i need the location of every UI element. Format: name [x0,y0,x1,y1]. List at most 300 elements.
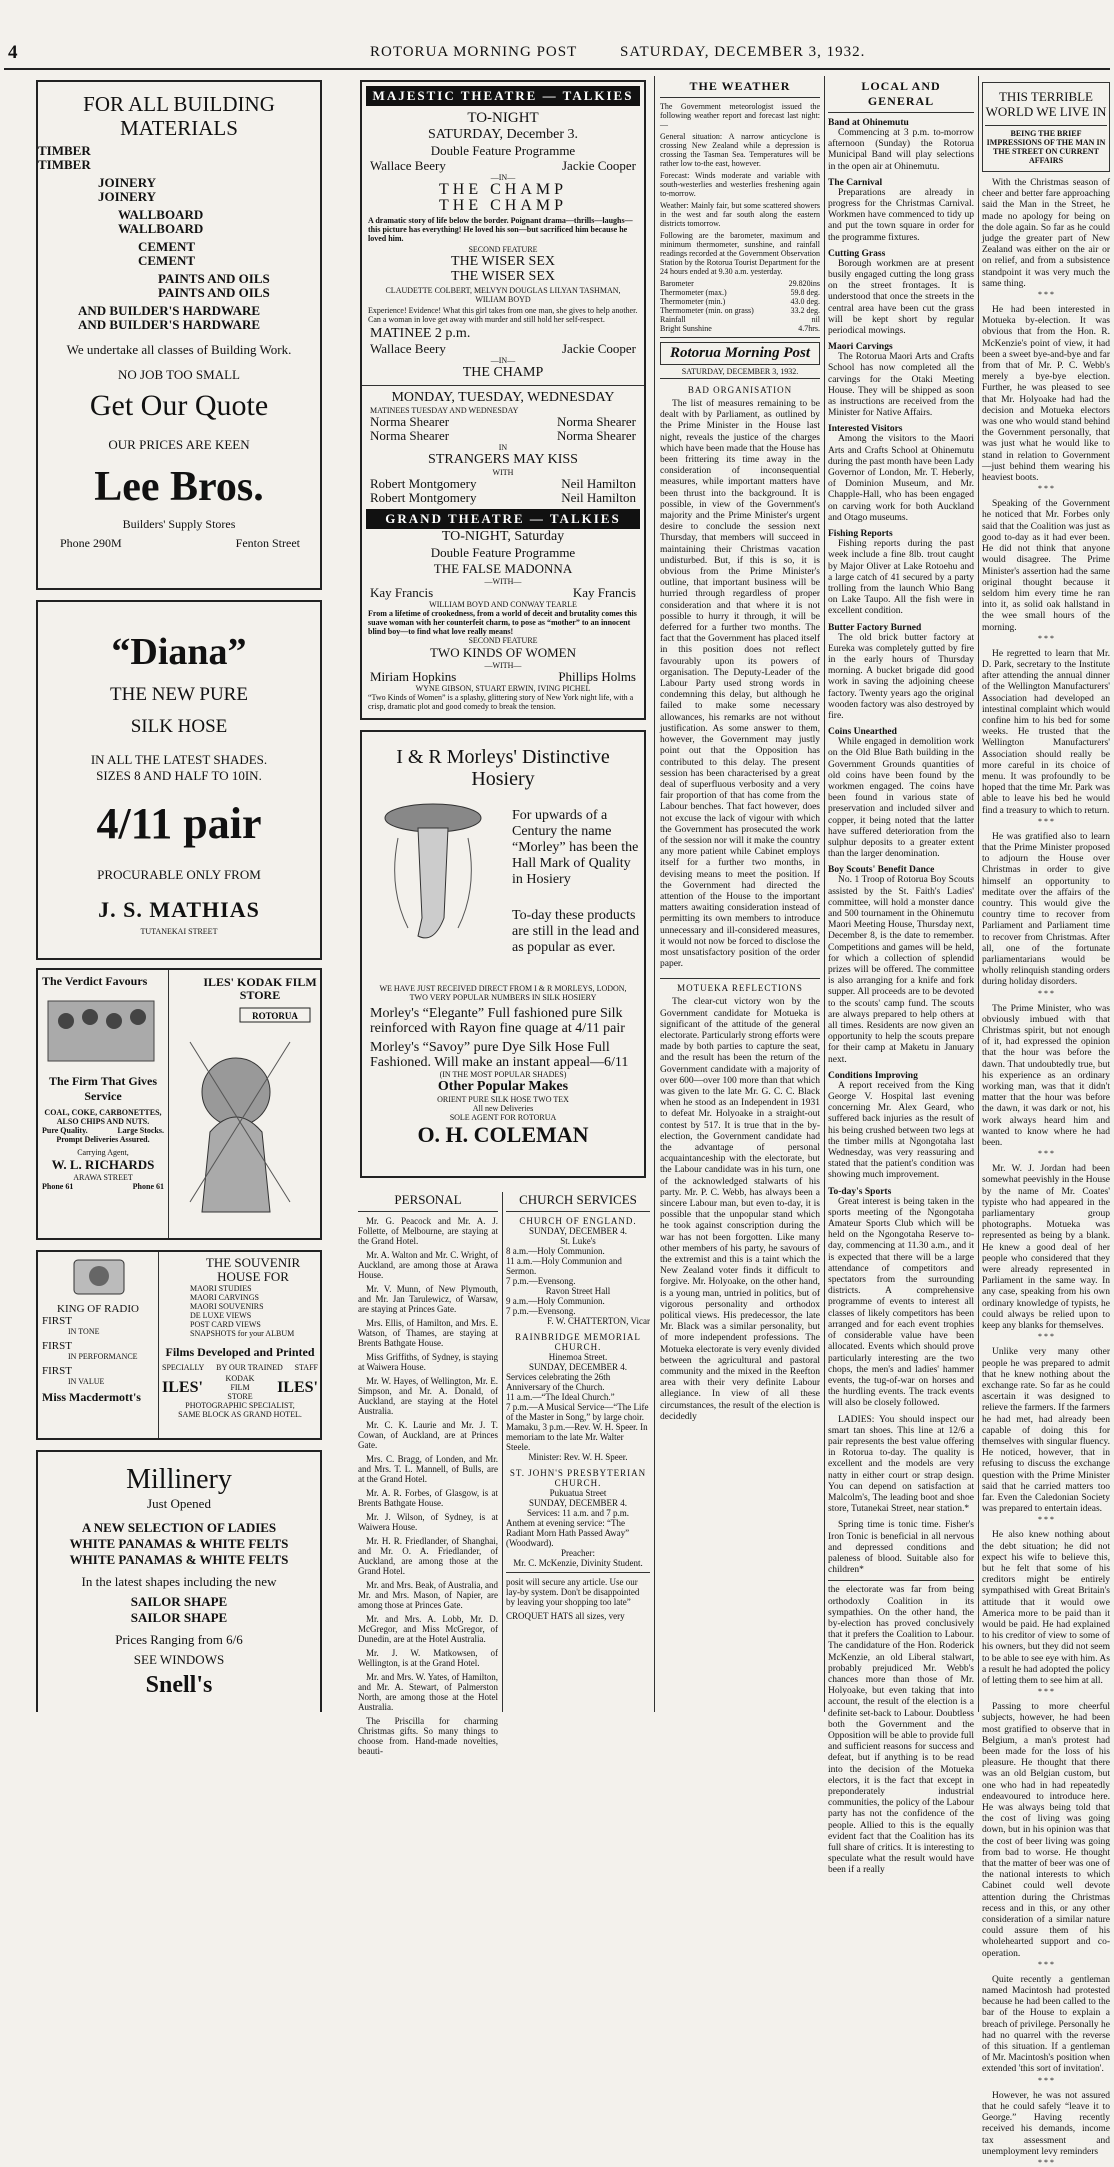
personal-item: Mr. V. Munn, of New Plymouth, and Mr. Jan Tarulewicz, of Warsaw, are staying at Princes Gate. [358,1284,498,1314]
king: KING OF RADIO [57,1303,139,1315]
personal-item: Mr. H. R. Friedlander, of Shanghai, and Mr. O. A. Friedlander, of Auckland, are among those at the Grand Hotel. [358,1536,498,1576]
editorial-text: The list of measures remaining to be dealt with by Parliament, as outlined by the Prime Minister in the House last night, reveals the justice of the charges which have been made that the House has been frittering its time away in the consideration of inconsequential measures, while important matters have been thrust into the background. It is possible, in view of the Government's majority and the Prime Minister's urgent desire to conclude the session next Thursday, that members will succeed in maintaining their Christmas vacation undisturbed. But, if this is so, it is obvious from the Prime Minister's outline, that important business will be hurried through regardless of proper consideration and that where it is not possible to hurry it through, it will be deferred for a further two months. The fact that the Government has placed itself in this position does not reflect favourably upon its powers of organisation. The Deputy-Leader of the Labour Party used strong words in condemning this delay, but although he failed to make some necessary allowances, his remarks are not without justification. As some answer to them, however, the Government may justly point out that the Opposition has contributed to this delay. The present session has been characterised by a great deal of superfluous verbosity and a very fair proportion of that has come from the Labour benches. That fact however, does not excuse the lack of vigour with which the Government has prosecuted the work of the session nor will it make the country any more patient while Cabinet employs itself for a further two months, in devising means to meet the position. If the Government had directed the attention of the House to the important matters awaiting consideration instead of permitting its own members to introduce unnecessary and ill-considered measures, it would not now be forced to disclose the most unsatisfactory position of the order paper. [660,399,820,970]
reading-label: Rainfall [660,315,686,324]
phones [38,1182,168,1191]
sunday3: SUNDAY, DECEMBER 4. [528,1498,628,1508]
upwards: For upwards of a Century the name “Morley” has been the Hall Mark of Quality in Hosiery [512,808,639,887]
paragraph-separator: * * * [1038,1332,1054,1342]
local-items [828,118,974,1576]
with3: —WITH— [484,661,522,670]
phone: Phone 290M [60,536,122,550]
material-line: WALLBOARD [118,221,204,236]
title: Millinery [126,1464,232,1495]
neil2: Neil Hamilton [561,490,636,505]
anthem: Anthem at evening service: “The Radiant Morn Hath Passed Away” (Woodward). [506,1518,630,1548]
terrible-paragraph: Passing to more cheerful subjects, however, he had been most gratified to observe that in Belgium, a man's protest had been made for the loss of his pleasure. He thought that there was an old Belgian custom, but one who had in had repeatedly endeavoured to introduce here. He was always being told that the cost of living was going down, but in his opinion was that the cost of beer living was going from bad to worse. He thought that the matter of beer was one of the national interests to which Cabinet could well devote attention during the Christmas recess and in this, or any other consideration of a similar nature could assure them of his wholehearted support and co-operation. [982,1702,1110,1959]
material-line: WALLBOARD [118,207,204,222]
wiser1: THE WISER SEX [451,254,555,269]
madonna-cast: WILLIAM BOYD AND CONWAY TEARLE [429,600,577,609]
personal-item: Mr. A. R. Forbes, of Glasgow, is at Brents Bathgate House. [358,1488,498,1508]
firm-line: The Firm That Gives Service [48,1074,158,1103]
reading-value: 59.8 deg. [790,288,820,297]
kay2: Kay Francis [572,585,636,600]
robert-row-1 [362,477,644,491]
films: Films Developed and Printed [165,1345,315,1359]
personal-item: Mr. G. Peacock and Mr. A. J. Follette, of Melbourne, are staying at the Grand Hotel. [358,1216,498,1246]
material-line: JOINERY [98,175,157,190]
terrible-world-column [982,76,1110,2167]
personal-item: Mr. A. Walton and Mr. C. Wright, of Auckland, are among those at Arawa House. [358,1250,498,1280]
selection: A NEW SELECTION OF LADIES [81,1520,277,1535]
street: Fenton Street [235,536,300,550]
grand-banner: GRAND THEATRE — TALKIES [366,509,640,529]
personal-item: Mr. and Mrs. W. Yates, of Hamilton, and Mr. A. Stewart, of Palmerston North, are among those at the Hotel Australia. [358,1672,498,1712]
terrible-paragraph: With the Christmas season of cheer and better fare approaching said the Man in the Street, he made no apology for being on the dole again. So far as he could judge the greater part of New Zealand was either on the air or on relief, and from a subsistence standpoint it was very much the same thing. [982,178,1110,289]
sunday2: SUNDAY, DECEMBER 4. [528,1362,628,1372]
local-item-heading: Conditions Improving [828,1070,918,1081]
local-item-text: Spring time is tonic time. Fisher's Iron Tonic is beneficial in all nervous and depressed conditions and paleness of blood. Suitable also for children* [828,1520,974,1576]
madonna: THE FALSE MADONNA [433,561,573,576]
mat-star1: Wallace Beery [370,341,446,356]
tonight: TO-NIGHT [467,110,539,126]
latest: In the latest shapes including the new [81,1574,277,1589]
weather-forecast: Forecast: Winds moderate and variable with south-westerlies and westerlies freshening again to-morrow. [660,171,820,198]
page-header [0,44,1114,64]
local-item-heading: To-day's Sports [828,1186,892,1197]
mtw: MONDAY, TUESDAY, WEDNESDAY [391,390,615,405]
sailor1: SAILOR SHAPE [130,1594,228,1609]
kay-row [362,586,644,600]
sole: SOLE AGENT FOR ROTORUA [449,1113,557,1122]
received: WE HAVE JUST RECEIVED DIRECT FROM I & R MORLEYS, LODON, TWO VERY POPULAR NUMBERS IN SILK HOSIERY [379,984,627,1002]
title: The Verdict Favours [42,974,148,988]
col-divider [654,76,655,1712]
title: I & R Morleys' Distinctive Hosiery [396,746,610,790]
stocking-illustration [378,798,488,948]
miriam-row [362,670,644,684]
souvenir-item: MAORI STUDIES [190,1284,252,1293]
services2: Services: 11 a.m. and 7 p.m. [527,1508,629,1518]
shades: IN ALL THE LATEST SHADES. [90,752,268,767]
phone-right: Phone 61 [132,1182,164,1191]
champ2: THE CHAMP [438,197,567,214]
col-divider [502,1192,503,1712]
local-heading: LOCAL AND GENERAL [828,76,974,113]
first2: FIRST [42,1340,72,1352]
personal-column [358,1192,498,1756]
line2: SILK HOSE [130,716,228,737]
local-item-text: Preparations are already in progress for the Christmas Carnival. Workmen have commenced to tidy up and put the town square in order for the programme fixtures. [828,187,974,243]
local-continued: the electorate was far from being orthodoxly Coalition in its sympathies. On the other hand, the by-election has proved conclusively that it prefers the Coalition to Labour. The candidature of the Hon. Roderick McKenzie, an old Liberal stalwart, probably prejudiced Mr. Webb's chances more than those of Mr. Holyoake, but even taking that into account, the result of the election is a definite set-back to Labour. Doubtless both the Government and the Opposition will be able to provide full and sufficient reasons for success and defeat, but if anything is to be read into the decision of the Motueka electors, it is the fact that except in preponderately industrial communities, the policy of the Labour party has not the confidence of the people. Allied to this is the equally evident fact that the Coalition has its full share of critics. It is interesting to speculate what the result would have been if a really [828,1585,974,1876]
reading-label: Thermometer (max.) [660,288,727,297]
reading-value: 29.820ins [788,279,820,288]
s3: 7 p.m.—Evensong. [506,1276,576,1286]
page-number: 4 [8,42,19,63]
street: ARAWA STREET [73,1173,133,1182]
mat-film: THE CHAMP [462,365,544,380]
terrible-paragraph: Unlike very many other people he was prepared to admit that he knew nothing about the exchange rate. So far as he could ascertain it was designed to relieve the farmers. If the farmers he had met, had already been capable of doing this for themselves with singular fluency. He noticed, however, that in refusing to discuss the exchange question with the Prime Minister said that he carried matters too far. Even the Caledonian Society was prepared to entertain ideas. [982,1347,1110,1515]
first3: FIRST [42,1365,72,1377]
croquet: CROQUET HATS all sizes, very [506,1611,625,1621]
reading-value: 4.7hrs. [798,324,820,333]
personal-item: Mr. W. Hayes, of Wellington, Mr. E. Simpson, and Mr. A. Donald, of Auckland, are staying at the Hotel Australia. [358,1376,498,1416]
norma2: Norma Shearer [556,414,636,429]
s6: 11 a.m.—“The Ideal Church.” [506,1392,615,1402]
sizes: SIZES 8 AND HALF TO 10IN. [96,768,262,783]
editorial-heading: BAD ORGANISATION [687,385,793,395]
two-desc: “Two Kinds of Women” is a splashy, glittering story of New York night life, with a crisp, dramatic plot and good comedy to break the tension. [368,693,634,711]
mat-star2: Jackie Cooper [561,341,636,356]
in-most: (IN THE MOST POPULAR SHADES) [439,1070,567,1079]
price: 4/11 pair [96,799,262,848]
terrible-box [982,82,1110,172]
double: Double Feature Programme [430,143,576,158]
masthead: Rotorua Morning Post [660,342,820,365]
stlukes: St. Luke's [560,1236,596,1246]
souvenir-items [160,1284,320,1338]
weather-following: Following are the barometer, maximum and minimum thermometer, sunshine, and rainfall readings recorded at the Government Observation Station by the Rotorua Tourist Department for the 24 hours ended at 9.30 a.m. yesterday. [660,231,820,276]
miriam: Miriam Hopkins [370,669,457,684]
specially: SPECIALLY [162,1363,205,1372]
paragraph-separator: * * * [1038,1515,1054,1525]
brand: “Diana” [111,631,247,673]
local-item-text: Fishing reports during the past week include a fine 8lb. trout caught by Major Oliver at Lake Rotoehu and a large catch of 41 secured by a party trolling from the launch Whio Bang on Lake Taupo. All the fish were in excellent condition. [828,539,974,617]
weather-heading: THE WEATHER [660,76,820,98]
divider [362,385,644,386]
undertake-line: We undertake all classes of Building Work. [66,342,292,357]
church-column [506,1192,650,1712]
iles-right: ILES' [277,1378,318,1396]
souvenir-house-ad [36,1250,322,1440]
ravon: Ravon Street Hall [545,1286,611,1296]
stores-line: Builders' Supply Stores [122,517,236,531]
paragraph-separator: * * * [1038,988,1054,998]
material-line: JOINERY [98,189,157,204]
staff-row [160,1359,320,1372]
title: ILES' KODAK FILM STORE [203,975,317,1002]
material-line: CEMENT [138,239,196,254]
preacher: Preacher: [561,1548,595,1558]
weather-text: Weather: Mainly fair, but some scattered showers in the west and far south along the eastern districts tomorrow. [660,201,820,228]
line1: THE NEW PURE [110,684,248,705]
paragraph-separator: * * * [1038,2157,1054,2167]
neil1: Neil Hamilton [561,476,636,491]
local-item-heading: Fishing Reports [828,529,893,540]
terrible-paragraph: He regretted to learn that Mr. D. Park, secretary to the Institute after attending the annual dinner of the Wellington Manufacturers' Association had developed an intestinal complaint which would confine him to his bed for some weeks. He trusted that the Wellington Manufacturers' Association should really be more careful in its choice of menu. It was profoundly to be hoped that the time Mr. Park was able to leave his bed he would find a treasury to which to return. [982,648,1110,816]
second: SECOND FEATURE [468,245,538,254]
souvenir-item: DE LUXE VIEWS [190,1311,252,1320]
divider [828,1580,974,1581]
crowd-illustration [46,993,156,1065]
sunday: SUNDAY, DECEMBER 4. [528,1226,628,1236]
terrible-paragraph: He had been interested in Motueka by-election. It was obvious that from the Hon. R. McKenzie's point of view, it had been a sweet bye-and-bye and far from that of Mr. P. C. Webb's merely a bye-bye election. Further, he was pleased to see that Mr. Holyoake had had the decision and Motueka electors was one who would stand behind the Government personally, that was just what he would like to stand in relation to Government—just behind them wearing his heaviest boots. [982,305,1110,484]
coal: COAL, COKE, CARBONETTES, ALSO CHIPS AND NUTS. [44,1108,162,1126]
heading: PERSONAL [358,1192,498,1212]
windows: SEE WINDOWS [133,1652,225,1667]
radio-icon [44,1258,154,1298]
champ1: THE CHAMP [438,181,567,198]
divider [506,1572,650,1573]
local-general-column [828,76,974,1876]
mat-stars [362,342,644,356]
prices-line: OUR PRICES ARE KEEN [108,437,250,452]
paragraph-separator: * * * [1038,290,1054,300]
g-tonight: TO-NIGHT, Saturday [441,529,565,544]
local-item-text: Great interest is being taken in the sports meeting of the Ngongotaha Amateur Sports Club which will be held on the Ngongotaha Reserve to-day, commencing at 11.30 a.m., and it is expected that there will be a large attendance of competitors and spectators from the surrounding districts. A comprehensive programme of events to interest all classes of likely competitors has been arranged and for each event trophies of considerable value have been allocated. Events which should prove particularly interesting are the two chops, the men's and ladies' hammer events, the tug-of-war on horses and the hurdling events. The track events will also be closely followed. [828,1196,974,1409]
local-item-text: Among the visitors to the Maori Arts and Crafts School at Ohinemutu during the past month have been Lady Governor of London, Mr. T. Heberly, of Dominion Museum, and Mr. Chapple-Hall, who has been engaged on carving work for both Auckland and Otago museums. [828,434,974,523]
paragraph-separator: * * * [1038,1149,1054,1159]
star2: Jackie Cooper [561,158,636,173]
weather-reading [660,279,820,288]
personal-item: Mr. and Mrs. A. Lobb, Mr. D. McGregor, and Miss McGregor, of Dunedin, are at the Hotel Australia. [358,1614,498,1644]
paragraph-separator: * * * [1038,633,1054,643]
kay1: Kay Francis [370,585,434,600]
local-item-heading: Band at Ohinemutu [828,118,909,128]
iles-panel [160,1252,320,1438]
terrible-title: THIS TERRIBLE WORLD WE LIVE IN [985,89,1107,119]
trained: BY OUR TRAINED [216,1363,283,1372]
vicar: F. W. CHATTERTON, Vicar [547,1316,650,1326]
personal-item: Mr. C. K. Laurie and Mr. J. T. Cowan, of Auckland, are at Princes Gate. [358,1420,498,1450]
in1: —IN— [490,173,516,182]
firm: Snell's [145,1672,213,1698]
terrible-paragraph: He was gratified also to learn that the Prime Minister proposed to adjourn the House over Christmas in order to give himself an opportunity to meditate over the affairs of the country. This would give the country time to recover from Parliament and Parliament time to recover from Christmas. After all, one of the fortunate parliamentarians would be wholly relinquish standing orders during holiday disorders. [982,831,1110,988]
terrible-sub: BEING THE BRIEF IMPRESSIONS OF THE MAN IN THE STREET ON CURRENT AFFAIRS [985,125,1107,165]
s5: 7 p.m.—Evensong. [506,1306,576,1316]
richards: W. L. RICHARDS [51,1157,155,1172]
panama1: WHITE PANAMAS & WHITE FELTS [69,1536,289,1551]
terrible-paragraph: Mr. W. J. Jordan had been somewhat peevishly in the House by the name of Mr. Coates' typiste who had appeared in the parliamentary group photographs. Motueka was represented as being by a blank. He knew a good deal of her people who considered that they were already represented in Parliament in the same way. In any case, speaking from his own ordinary knowledge of typists, he could always be relied upon to keep any blanks for themselves. [982,1164,1110,1332]
material-line: AND BUILDER'S HARDWARE [78,317,261,332]
terrible-paragraph: He also knew nothing about the debt situation; he did not expect his wife to believe this, but he felt that some of his creditors might be entirely sympathised with Great Britain's attitude that it would owe America more to be paid than it would be paid. He had explained to his creditor of view to some of his owners, but they did not seem to be able to see eye with him. As a result he had adopted the policy of letting them to see him at all. [982,1530,1110,1686]
prices: Prices Ranging from 6/6 [115,1632,243,1647]
weather-reading [660,297,820,306]
radio-panel [38,1252,159,1438]
local-item-heading: Maori Carvings [828,342,893,353]
matinees: MATINEES TUESDAY AND WEDNESDAY [370,406,519,415]
s7: 7 p.m.—A Musical Service—“The Life of the Master in Song,” by large choir. [506,1402,649,1422]
verdict-ad [38,970,169,1238]
paragraph-separator: * * * [1038,2075,1054,2085]
weather-general: General situation: A narrow anticyclone is crossing New Zealand while a depression is crossing the Tasman Sea. Temperatures will be rather low to-the east, however. [660,132,820,168]
divider [660,337,820,338]
staff: STAFF [294,1363,318,1372]
editorial-heading-2: MOTUEKA REFLECTIONS [660,978,820,993]
reading-value: 33.2 deg. [790,306,820,315]
personal-item: Mr. and Mrs. Beak, of Australia, and Mr. and Mrs. Mason, of Napier, are among those at Princes Gate. [358,1580,498,1610]
richards-kodak-ads [36,968,322,1240]
robert2: Robert Montgomery [370,490,477,505]
norma1: Norma Shearer [370,414,450,429]
editorial-date: SATURDAY, DECEMBER 3, 1932. [660,367,820,379]
robert1: Robert Montgomery [370,476,477,491]
posit: posit will secure any article. Use our lay-by system. Don't be disappointed by leaving your shopping too late” [506,1577,640,1607]
panama2: WHITE PANAMAS & WHITE FELTS [69,1552,289,1567]
local-item-text: The Rotorua Maori Arts and Crafts School has now completed all the carvings for the Otaki Meeting House. They will be shipped as soon as instructions are received from the Minister for Native Affairs. [828,352,974,419]
same: SAME BLOCK AS GRAND HOTEL. [178,1410,302,1419]
editorial-column [660,76,820,1712]
material-line: TIMBER [38,157,91,172]
reading-label: Thermometer (min. on grass) [660,306,754,315]
reading-value: 43.0 deg. [790,297,820,306]
with2: —WITH— [484,577,522,586]
personal-item: Mrs. C. Bragg, of Londen, and Mr. and Mrs. T. L. Mannell, of Bulls, are at the Grand Hotel. [358,1454,498,1484]
agent: O. H. COLEMAN [417,1122,589,1147]
norma4: Norma Shearer [556,428,636,443]
pure: Pure Quality. [42,1126,88,1135]
sailor2: SAILOR SHAPE [130,1610,228,1625]
s2: 11 a.m.—Holy Communion and Sermon. [506,1256,622,1276]
wiser-cast: CLAUDETTE COLBERT, MELVYN DOUGLAS LILYAN TASHMAN, WILIAM BOYD [385,286,621,304]
terrible-paragraphs [982,178,1110,2167]
editorial-text-2: The clear-cut victory won by the Government candidate for Motueka is significant of the attitude of the general electorate. Particularly strong efforts were made by both parties to capture the seat, and the result has been the return of the Government candidate with a majority of over 600—over 100 more than that which was given to the late Mr. G. C. C. Black when he stood as an Independent in 1931 to defeat Mr. Holyoake in a straight-out contest by 517. It is true that in the by-election, the Government candidate had the advantage of personal acquaintanceship with the electorate, but the Labour candidate was in his turn, one of the acknowledged stalwarts of his party. Mr. P. C. Webb, has always been a sincere Labour man, but even to-day, it is possible that the unpopular stand which he took against conscription during the war has not been forgotten. Like many other members of his party, he savours of the extremist and this is a taint which the New Zealand voter finds it difficult to forgive. Mr. Holyoake, on the other hand, is a young man, untried in politics, but of vigorous personality and orthodox political views. His predecessor, the late Mr. Black was a similar personality, but of more independent professions. The Motueka electorate is very evenly divided between the agricultural and pastoral community and the mixed in the Reefton area with their very definite Labour allegiance. In view of all these circumstances, the result of the election is decidedly [660,997,820,1422]
in2: —IN— [490,356,516,365]
paragraph-separator: * * * [1038,1959,1054,1969]
wiser-desc: Experience! Evidence! What this girl takes from one man, she gives to help another. Can a woman in love get away with murder and still hold her self-respect. [368,306,638,324]
large: Large Stocks. [117,1126,164,1135]
personal-item: Miss Griffiths, of Sydney, is staying at Waiwera House. [358,1352,498,1372]
rainbridge: RAINBRIDGE MEMORIAL CHURCH. [515,1332,641,1352]
terrible-paragraph: Quite recently a gentleman named Macintosh had protested because he had been called to the bar of the House to explain a breach of privilege. Personally he had no quarrel with the reverse of this situation. If a gentleman of Mr. Macintosh's position when extended 'this sort of invitation'. [982,1974,1110,2075]
local-item-heading: Coins Unearthed [828,727,897,738]
local-item-text: A report received from the King George V. Hospital last evening concerning Mr. Alex Geard, who suffered back injuries as the result of his being crushed between two legs at the timber mills at Ngongotaha last Wednesday, was very reassuring and stated that the patient's condition was showing much improvement. [828,1080,974,1181]
stjohns: ST. JOHN'S PRESBYTERIAN CHURCH. [509,1468,647,1488]
two-kinds: TWO KINDS OF WOMEN [429,645,576,660]
theatre-ad [360,80,646,720]
stars-row [362,159,644,173]
contact-row [38,532,320,551]
hinemoa: Hinemoa Street. [548,1352,608,1362]
norma-row-2 [362,429,644,443]
morley-hosiery-ad [360,730,646,1178]
material-line: TIMBER [38,143,91,158]
reading-value: nil [811,315,820,324]
local-item-heading: Boy Scouts' Benefit Dance [828,865,935,876]
orient: ORIENT PURE SILK HOSE TWO TEX [437,1095,569,1104]
weather-readings [660,279,820,333]
minister: Minister: Rev. W. H. Speer. [528,1452,628,1462]
material-line: CEMENT [138,253,196,268]
norma3: Norma Shearer [370,428,450,443]
value: IN VALUE [68,1377,105,1386]
building-materials-ad [36,80,322,590]
perf: IN PERFORMANCE [68,1352,138,1361]
prompt: Prompt Deliveries Assured. [56,1135,150,1144]
paragraph-separator: * * * [1038,816,1054,826]
rotorua-sign: ROTORUA [252,1011,298,1021]
s4: 9 a.m.—Holy Communion. [506,1296,605,1306]
header-rule [4,68,1110,70]
terrible-paragraph: Speaking of the Government he noticed that Mr. Forbes only said that the Coalition was just as good to-day as it had ever been. He did not think that anyone would disagree. The Prime Minister's assertion had the same original thought because it seldom him every time he ran into it, as solid oak hallstand in the wee small hours of the morning. [982,499,1110,633]
pukuatua: Pukuatua Street [549,1488,607,1498]
champ-desc: A dramatic story of life below the border. Poignant drama—thrills—laughs—this picture has everything! He loved his son—but sacrificed him because he loved him. [368,216,633,243]
material-line: PAINTS AND OILS [158,285,270,300]
ad-title: FOR ALL BUILDING MATERIALS [83,92,275,140]
local-item-heading: Cutting Grass [828,248,886,259]
elegante: Morley's “Elegante” Full fashioned pure Silk reinforced with Rayon fine quage at 4/11 pair [370,1006,625,1036]
souvenir-item: MAORI SOUVENIRS [190,1302,264,1311]
col-divider [978,76,979,1712]
carrying: Carrying Agent, [77,1148,129,1157]
terrible-paragraph: However, he was not assured that he could safely “leave it to George.” Having recently received his demands, income tax assessment and unemployment levy reminders [982,2090,1110,2157]
tone: IN TONE [68,1327,100,1336]
all-new: All new Deliveries [472,1104,534,1113]
other: Other Popular Makes [437,1079,569,1094]
paragraph-separator: * * * [1038,484,1054,494]
weather-intro: The Government meteorologist issued the following weather report and forecast last night:— [660,102,820,129]
star1: Wallace Beery [370,158,446,173]
weather-reading [660,324,820,333]
kfs: KODAK FILM STORE [225,1374,255,1401]
title: THE SOUVENIR HOUSE FOR [205,1255,301,1284]
photo: PHOTOGRAPHIC SPECIALIST, [185,1401,295,1410]
weather-reading [660,288,820,297]
local-item-text: While engaged in demolition work on the Old Blue Bath building in the Government Grounds quantities of old coins have been found by the workmen engaged. The coins have been found in various state of preservation and included silver and copper, it being noted that the latter have suffered deterioration from the sulphur deposits to a greater extent than the larger denomination. [828,737,974,860]
date: SATURDAY, December 3. [427,127,579,142]
local-item-text: The old brick butter factory at Eureka was completely gutted by fire in the early hours of Thursday morning. A bucket brigade did good work in saving the adjoining cheese factory. Twenty years ago the original wooden factory was also destroyed by fire. [828,632,974,721]
g-second: SECOND FEATURE [468,636,538,645]
souvenir-item: POST CARD VIEWS [190,1320,261,1329]
reading-label: Thermometer (min.) [660,297,726,306]
local-item-text: Commencing at 3 p.m. to-morrow afternoon (Sunday) the Rotorua Municipal Band will play selections in the open air at Ohinemutu. [828,128,974,172]
paper-name: ROTORUA MORNING POST [370,44,578,60]
savoy: Morley's “Savoy” pure Dye Silk Hose Full Fashioned. Will make an instant appeal—6/11 [370,1040,629,1070]
with1: WITH [492,468,514,477]
mckenzie: Mr. C. McKenzie, Divinity Student. [513,1558,643,1568]
local-item-text: No. 1 Troop of Rotorua Boy Scouts assisted by the St. Faith's Ladies' committee, will hold a monster dance and 500 tournament in the Ohinemutu Maori Meeting House, Thursday next, December 8, is the date to remember. Competitions and games will be held, for which a collection of splendid prizes will be offered. The committee is also arranging for a knife and fork supper. All proceeds are to be devoted to the scouts' camp fund. The scouts are always prepared to help others at all times. Residents are now given an opportunity to help the scouts prepare for their camp at Maketu in January next. [828,875,974,1065]
norma-row-1 [362,415,644,429]
weather-reading [660,315,820,324]
terrible-paragraph: The Prime Minister, who was obviously imbued with that Christmas spirit, but not enough of it, had expressed the opinion that the hour was before the dawn. That undoubtedly true, but his experience as an ordinary working man, was that it didn't matter that the hour was before the dawn, it was dark or not, his work always heard him and wanted to know where he had been. [982,1003,1110,1149]
millinery-ad [36,1450,322,1712]
no-job-line: NO JOB TOO SMALL [118,367,240,382]
personal-items [358,1216,498,1756]
s8: Mamaku, 3 p.m.—Rev. W. H. Speer. In memoriam to the late Mr. Walter Steele. [506,1422,648,1452]
reading-label: Barometer [660,279,694,288]
material-list [38,140,320,332]
g-double: Double Feature Programme [430,545,576,560]
col-divider [824,76,825,1712]
iles-row [160,1372,320,1401]
local-item-heading: Butter Factory Burned [828,622,922,633]
seller: J. S. MATHIAS [98,897,260,922]
heading: CHURCH SERVICES [506,1192,650,1212]
local-item-heading: Interested Visitors [828,424,903,435]
souvenir-item: SNAPSHOTS for your ALBUM [190,1329,295,1338]
material-line: PAINTS AND OILS [158,271,270,286]
diana-hose-ad [36,600,322,960]
seller-street: TUTANEKAI STREET [140,927,218,936]
robert-row-2 [362,491,644,505]
quality-row [38,1126,168,1135]
souvenir-item: MAORI CARVINGS [190,1293,259,1302]
kodak-figure [170,1002,318,1226]
s1: 8 a.m.—Holy Communion. [506,1246,605,1256]
local-item-text: Borough workmen are at present busily engaged cutting the long grass on the street frontages. It is understood that once the streets in the central area have been cut the grass will be kept short by regular periodical mowings. [828,258,974,337]
personal-item: Mr. J. Wilson, of Sydney, is at Waiwera House. [358,1512,498,1532]
material-line: AND BUILDER'S HARDWARE [78,303,261,318]
wiser2: THE WISER SEX [451,269,555,284]
services: Services celebrating the 26th Anniversary of the Church. [506,1372,611,1392]
matinee: MATINEE 2 p.m. [370,326,471,341]
firm-name: Lee Bros. [94,464,264,510]
miss: Miss Macdermott's [42,1390,141,1404]
in3: IN [498,443,508,452]
issue-date: SATURDAY, DECEMBER 3, 1932. [620,44,866,60]
reading-label: Bright Sunshine [660,324,712,333]
today: To-day these products are still in the lead and as popular as ever. [512,908,640,955]
personal-item: Mrs. Ellis, of Hamilton, and Mrs. E. Watson, of Thames, are staying at Brents Bathgate House. [358,1318,498,1348]
